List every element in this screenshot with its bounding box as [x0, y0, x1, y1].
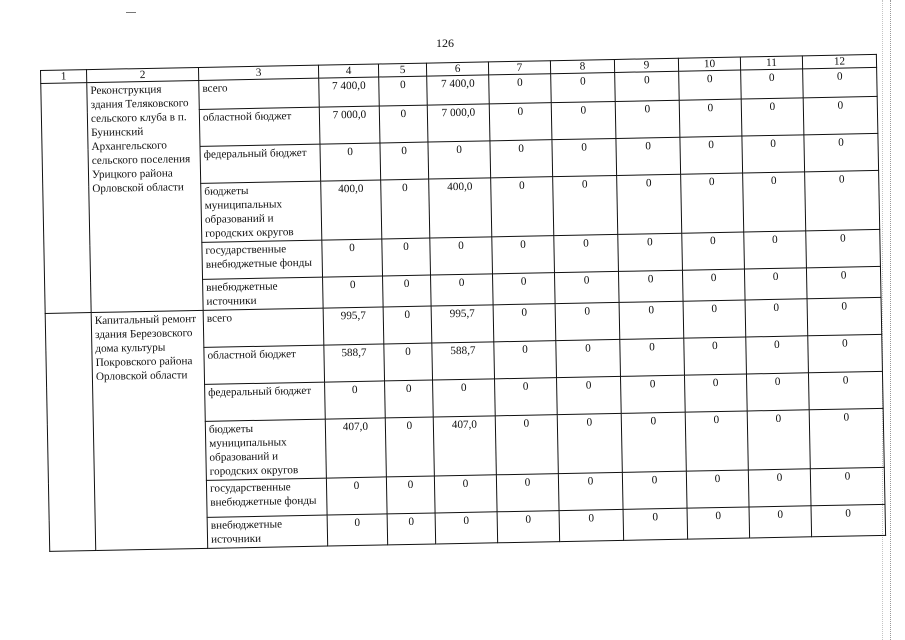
value-cell: 0 [682, 232, 745, 270]
value-cell: 0 [617, 174, 682, 234]
funding-source: областной бюджет [199, 107, 320, 146]
value-cell: 0 [379, 76, 428, 106]
funding-source: всего [199, 78, 320, 109]
page-number: 126 [436, 36, 454, 50]
value-cell: 0 [746, 336, 809, 374]
value-cell: 0 [615, 100, 680, 138]
value-cell: 0 [492, 236, 555, 274]
value-cell: 407,0 [325, 418, 386, 478]
value-cell: 0 [490, 140, 553, 178]
value-cell: 0 [684, 337, 747, 375]
value-cell: 0 [620, 338, 685, 376]
table-frame [40, 54, 886, 595]
value-cell: 0 [383, 306, 432, 344]
value-cell: 0 [326, 477, 387, 515]
value-cell: 0 [494, 341, 557, 379]
value-cell: 0 [385, 417, 434, 477]
value-cell: 995,7 [323, 307, 384, 345]
value-cell: 0 [805, 170, 880, 230]
value-cell: 0 [744, 268, 807, 300]
value-cell: 0 [551, 72, 616, 102]
column-header: 8 [550, 59, 614, 73]
value-cell: 0 [619, 301, 684, 339]
value-cell: 0 [685, 411, 748, 471]
value-cell: 0 [622, 471, 687, 509]
value-cell: 0 [383, 275, 432, 307]
value-cell: 0 [557, 376, 622, 414]
value-cell: 0 [493, 304, 556, 342]
funding-source: областной бюджет [204, 345, 325, 384]
project-name: Реконструкция здания Теляковского сельского клуба в п. Бунинский Архангельского сельского поселения Урицкого района Орловской области [87, 80, 203, 312]
value-cell: 0 [749, 506, 812, 538]
funding-source: федеральный бюджет [205, 382, 326, 421]
column-header: 5 [378, 63, 426, 77]
column-header: 1 [41, 70, 87, 84]
value-cell: 0 [495, 378, 558, 416]
value-cell: 0 [621, 412, 686, 472]
value-cell: 400,0 [321, 180, 382, 240]
value-cell: 0 [433, 379, 496, 417]
column-header: 10 [678, 57, 740, 71]
value-cell: 0 [327, 514, 388, 546]
value-cell: 0 [491, 177, 554, 237]
value-cell: 0 [807, 297, 882, 335]
value-cell: 0 [623, 508, 688, 540]
funding-source: всего [203, 308, 324, 347]
column-header: 7 [488, 61, 550, 75]
funding-source: бюджеты муниципальных образований и городских округов [205, 419, 326, 480]
value-cell: 0 [810, 467, 885, 505]
value-cell: 0 [320, 143, 381, 181]
value-cell: 0 [497, 511, 560, 543]
value-cell: 0 [618, 233, 683, 271]
value-cell: 0 [748, 469, 811, 507]
value-cell: 0 [806, 266, 881, 298]
value-cell: 0 [681, 173, 744, 233]
value-cell: 0 [803, 67, 878, 97]
value-cell: 0 [743, 172, 806, 232]
value-cell: 0 [489, 103, 552, 141]
value-cell: 0 [387, 513, 436, 545]
value-cell: 0 [806, 229, 881, 267]
value-cell: 7 000,0 [319, 106, 380, 144]
value-cell: 0 [687, 507, 750, 539]
value-cell: 0 [557, 413, 622, 473]
value-cell: 588,7 [432, 342, 495, 380]
value-cell: 0 [554, 271, 619, 303]
value-cell: 0 [322, 239, 383, 277]
value-cell: 0 [559, 509, 624, 541]
row-number-cell [41, 83, 91, 314]
value-cell: 0 [384, 343, 433, 381]
value-cell: 0 [811, 504, 886, 536]
value-cell: 0 [616, 137, 681, 175]
value-cell: 0 [809, 408, 884, 468]
value-cell: 0 [803, 96, 878, 134]
value-cell: 0 [679, 70, 742, 100]
value-cell: 0 [745, 299, 808, 337]
value-cell: 0 [741, 69, 804, 99]
value-cell: 0 [435, 512, 498, 544]
value-cell: 0 [492, 273, 555, 305]
value-cell: 0 [680, 136, 743, 174]
column-header: 6 [426, 62, 488, 76]
value-cell: 995,7 [431, 305, 494, 343]
value-cell: 0 [495, 415, 558, 475]
value-cell: 0 [558, 472, 623, 510]
value-cell: 0 [744, 231, 807, 269]
value-cell: 7 400,0 [319, 77, 380, 107]
value-cell: 0 [686, 470, 749, 508]
value-cell: 0 [747, 410, 810, 470]
value-cell: 400,0 [429, 178, 492, 238]
funding-source: внебюджетные источники [203, 277, 324, 310]
column-header: 12 [802, 54, 876, 68]
project-name: Капитальный ремонт здания Березовского дома культуры Покровского района Орловской области [91, 310, 208, 550]
value-cell: 0 [553, 175, 618, 235]
funding-source: государственные внебюджетные фонды [202, 240, 323, 279]
value-cell: 0 [428, 141, 491, 179]
value-cell: 0 [386, 476, 435, 514]
value-cell: 0 [746, 373, 809, 411]
value-cell: 0 [552, 138, 617, 176]
value-cell: 0 [682, 269, 745, 301]
value-cell: 0 [489, 74, 552, 104]
value-cell: 7 000,0 [427, 104, 490, 142]
value-cell: 0 [615, 71, 680, 101]
value-cell: 0 [556, 339, 621, 377]
value-cell: 0 [555, 302, 620, 340]
funding-source: бюджеты муниципальных образований и городских округов [201, 181, 322, 242]
value-cell: 0 [430, 237, 493, 275]
value-cell: 0 [684, 374, 747, 412]
value-cell: 0 [808, 334, 883, 372]
funding-source: государственные внебюджетные фонды [206, 478, 327, 517]
column-header: 2 [87, 67, 199, 82]
value-cell: 0 [679, 99, 742, 137]
value-cell: 0 [381, 179, 430, 239]
value-cell: 0 [620, 375, 685, 413]
scan-mark [126, 12, 136, 13]
value-cell: 588,7 [324, 344, 385, 382]
value-cell: 7 400,0 [427, 75, 490, 105]
funding-source: федеральный бюджет [200, 144, 321, 183]
value-cell: 0 [742, 135, 805, 173]
value-cell: 0 [496, 474, 559, 512]
value-cell: 0 [808, 371, 883, 409]
budget-table [40, 54, 886, 552]
value-cell: 0 [434, 475, 497, 513]
value-cell: 0 [741, 98, 804, 136]
column-header: 4 [318, 64, 378, 78]
value-cell: 407,0 [433, 416, 496, 476]
row-number-cell [45, 313, 96, 552]
value-cell: 0 [554, 234, 619, 272]
value-cell: 0 [385, 380, 434, 418]
column-header: 11 [740, 56, 802, 70]
value-cell: 0 [380, 142, 429, 180]
value-cell: 0 [382, 238, 431, 276]
column-header: 3 [198, 65, 318, 80]
funding-source: внебюджетные источники [207, 515, 328, 548]
value-cell: 0 [431, 274, 494, 306]
column-header: 9 [614, 58, 678, 72]
value-cell: 0 [683, 300, 746, 338]
scan-edge [889, 0, 891, 640]
value-cell: 0 [551, 101, 616, 139]
value-cell: 0 [323, 276, 384, 308]
value-cell: 0 [804, 133, 879, 171]
value-cell: 0 [379, 105, 428, 143]
value-cell: 0 [325, 381, 386, 419]
value-cell: 0 [618, 270, 683, 302]
